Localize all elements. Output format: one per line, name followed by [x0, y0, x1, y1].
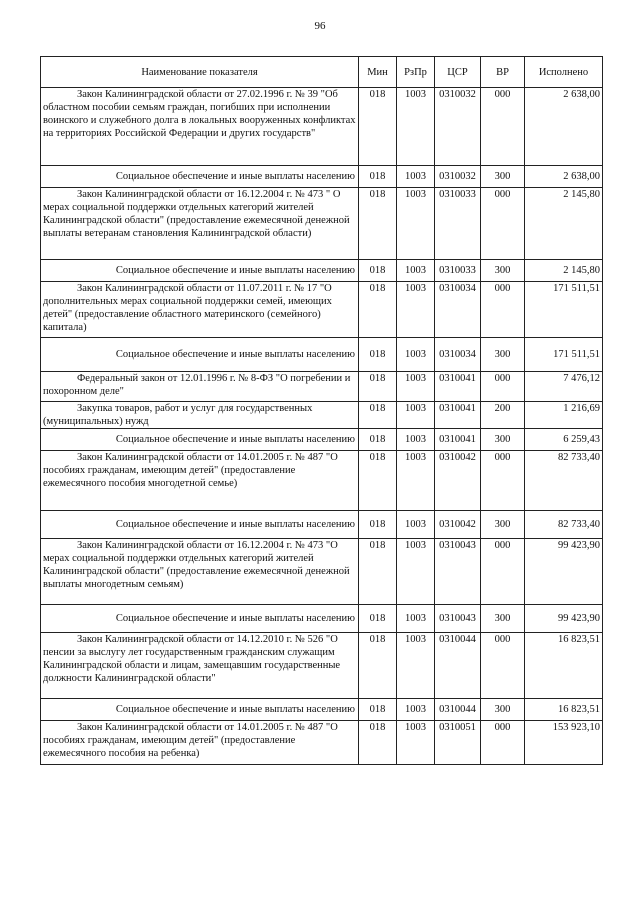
cell-vr: 300: [481, 605, 525, 633]
header-rzpr: РзПр: [397, 57, 435, 88]
cell-min: 018: [359, 338, 397, 372]
cell-csr: 0310032: [435, 166, 481, 188]
header-min: Мин: [359, 57, 397, 88]
cell-done: 16 823,51: [525, 699, 603, 721]
cell-vr: 000: [481, 721, 525, 765]
cell-done: 6 259,43: [525, 429, 603, 451]
cell-vr: 000: [481, 88, 525, 166]
table-row: [41, 188, 603, 260]
cell-name: Закон Калининградской области от 14.01.2005 г. № 487 "О пособиях гражданам, имеющим детей" (предоставление ежемесячного пособия на ребенка): [41, 721, 359, 765]
cell-rzpr: 1003: [397, 338, 435, 372]
cell-vr: 000: [481, 282, 525, 338]
cell-rzpr: 1003: [397, 633, 435, 699]
cell-done: 2 145,80: [525, 260, 603, 282]
table-header-row: [41, 57, 603, 88]
cell-vr: 300: [481, 699, 525, 721]
cell-rzpr: 1003: [397, 721, 435, 765]
cell-rzpr: 1003: [397, 188, 435, 260]
cell-vr: 000: [481, 451, 525, 511]
header-name: Наименование показателя: [41, 57, 359, 88]
cell-rzpr: 1003: [397, 166, 435, 188]
header-done: Исполнено: [525, 57, 603, 88]
cell-min: 018: [359, 402, 397, 429]
cell-rzpr: 1003: [397, 511, 435, 539]
cell-name: Социальное обеспечение и иные выплаты населению: [41, 429, 359, 451]
cell-name: Социальное обеспечение и иные выплаты населению: [41, 605, 359, 633]
table-row: [41, 260, 603, 282]
cell-rzpr: 1003: [397, 372, 435, 402]
cell-vr: 000: [481, 372, 525, 402]
cell-rzpr: 1003: [397, 88, 435, 166]
cell-csr: 0310034: [435, 282, 481, 338]
cell-name: Социальное обеспечение и иные выплаты населению: [41, 260, 359, 282]
cell-min: 018: [359, 166, 397, 188]
cell-done: 99 423,90: [525, 605, 603, 633]
table-row: [41, 721, 603, 765]
cell-csr: 0310044: [435, 699, 481, 721]
table-row: [41, 511, 603, 539]
cell-rzpr: 1003: [397, 699, 435, 721]
cell-min: 018: [359, 88, 397, 166]
cell-done: 7 476,12: [525, 372, 603, 402]
cell-csr: 0310041: [435, 402, 481, 429]
cell-csr: 0310041: [435, 429, 481, 451]
cell-done: 16 823,51: [525, 633, 603, 699]
table-row: [41, 282, 603, 338]
cell-name: Закон Калининградской области от 16.12.2004 г. № 473 " О мерах социальной поддержки отдельных категорий жителей Калининградской области" (предоставление ежемесячной денежной выплаты ветеранам становления Калининградской области): [41, 188, 359, 260]
page-number: 96: [314, 20, 326, 32]
cell-done: 2 638,00: [525, 166, 603, 188]
cell-name: Социальное обеспечение и иные выплаты населению: [41, 166, 359, 188]
cell-csr: 0310043: [435, 539, 481, 605]
cell-csr: 0310041: [435, 372, 481, 402]
cell-rzpr: 1003: [397, 402, 435, 429]
cell-csr: 0310032: [435, 88, 481, 166]
cell-done: 153 923,10: [525, 721, 603, 765]
cell-name: Закон Калининградской области от 27.02.1996 г. № 39 "Об областном пособии семьям граждан, погибших при исполнении воинского и служебного долга в локальных вооруженных конфликтах на территориях Российской Федерации и других государств": [41, 88, 359, 166]
cell-vr: 000: [481, 539, 525, 605]
cell-name: Социальное обеспечение и иные выплаты населению: [41, 511, 359, 539]
cell-min: 018: [359, 429, 397, 451]
cell-min: 018: [359, 721, 397, 765]
cell-rzpr: 1003: [397, 282, 435, 338]
table-row: [41, 338, 603, 372]
cell-name: Социальное обеспечение и иные выплаты населению: [41, 338, 359, 372]
header-csr: ЦСР: [435, 57, 481, 88]
cell-done: 171 511,51: [525, 282, 603, 338]
cell-done: 82 733,40: [525, 451, 603, 511]
cell-vr: 000: [481, 633, 525, 699]
cell-rzpr: 1003: [397, 451, 435, 511]
table-row: [41, 699, 603, 721]
table-row: [41, 539, 603, 605]
cell-min: 018: [359, 605, 397, 633]
cell-min: 018: [359, 633, 397, 699]
cell-vr: 300: [481, 511, 525, 539]
cell-done: 1 216,69: [525, 402, 603, 429]
cell-name: Социальное обеспечение и иные выплаты населению: [41, 699, 359, 721]
cell-name: Закон Калининградской области от 16.12.2004 г. № 473 "О мерах социальной поддержки отдельных категорий жителей Калининградской области" (предоставление ежемесячной денежной выплаты многодетным семьям): [41, 539, 359, 605]
cell-done: 2 638,00: [525, 88, 603, 166]
cell-vr: 000: [481, 188, 525, 260]
table-row: [41, 88, 603, 166]
cell-name: Закон Калининградской области от 11.07.2011 г. № 17 "О дополнительных мерах социальной поддержки семей, имеющих детей" (предоставление областного материнского (семейного) капитала): [41, 282, 359, 338]
cell-min: 018: [359, 511, 397, 539]
header-vr: ВР: [481, 57, 525, 88]
cell-vr: 300: [481, 260, 525, 282]
cell-vr: 300: [481, 338, 525, 372]
table-row: [41, 166, 603, 188]
cell-done: 2 145,80: [525, 188, 603, 260]
cell-name: Закупка товаров, работ и услуг для государственных (муниципальных) нужд: [41, 402, 359, 429]
table-row: [41, 605, 603, 633]
cell-csr: 0310044: [435, 633, 481, 699]
table-body: [41, 88, 603, 765]
cell-done: 171 511,51: [525, 338, 603, 372]
cell-rzpr: 1003: [397, 260, 435, 282]
cell-csr: 0310034: [435, 338, 481, 372]
cell-name: Закон Калининградской области от 14.01.2005 г. № 487 "О пособиях гражданам, имеющим детей" (предоставление ежемесячного пособия многодетной семье): [41, 451, 359, 511]
cell-csr: 0310043: [435, 605, 481, 633]
cell-vr: 300: [481, 166, 525, 188]
table-row: [41, 372, 603, 402]
cell-min: 018: [359, 260, 397, 282]
budget-execution-table: [40, 56, 603, 765]
table-row: [41, 402, 603, 429]
cell-rzpr: 1003: [397, 539, 435, 605]
cell-min: 018: [359, 451, 397, 511]
cell-csr: 0310042: [435, 511, 481, 539]
cell-name: Федеральный закон от 12.01.1996 г. № 8-ФЗ "О погребении и похоронном деле": [41, 372, 359, 402]
table-row: [41, 451, 603, 511]
cell-vr: 200: [481, 402, 525, 429]
cell-min: 018: [359, 699, 397, 721]
cell-vr: 300: [481, 429, 525, 451]
cell-csr: 0310042: [435, 451, 481, 511]
cell-done: 82 733,40: [525, 511, 603, 539]
table-row: [41, 429, 603, 451]
cell-rzpr: 1003: [397, 429, 435, 451]
cell-done: 99 423,90: [525, 539, 603, 605]
cell-rzpr: 1003: [397, 605, 435, 633]
cell-name: Закон Калининградской области от 14.12.2010 г. № 526 "О пенсии за выслугу лет государственным гражданским служащим Калининградской области и лицам, замещавшим государственные должности Калининградской области": [41, 633, 359, 699]
cell-min: 018: [359, 188, 397, 260]
cell-csr: 0310033: [435, 188, 481, 260]
table-row: [41, 633, 603, 699]
cell-min: 018: [359, 539, 397, 605]
cell-min: 018: [359, 372, 397, 402]
cell-min: 018: [359, 282, 397, 338]
cell-csr: 0310051: [435, 721, 481, 765]
cell-csr: 0310033: [435, 260, 481, 282]
